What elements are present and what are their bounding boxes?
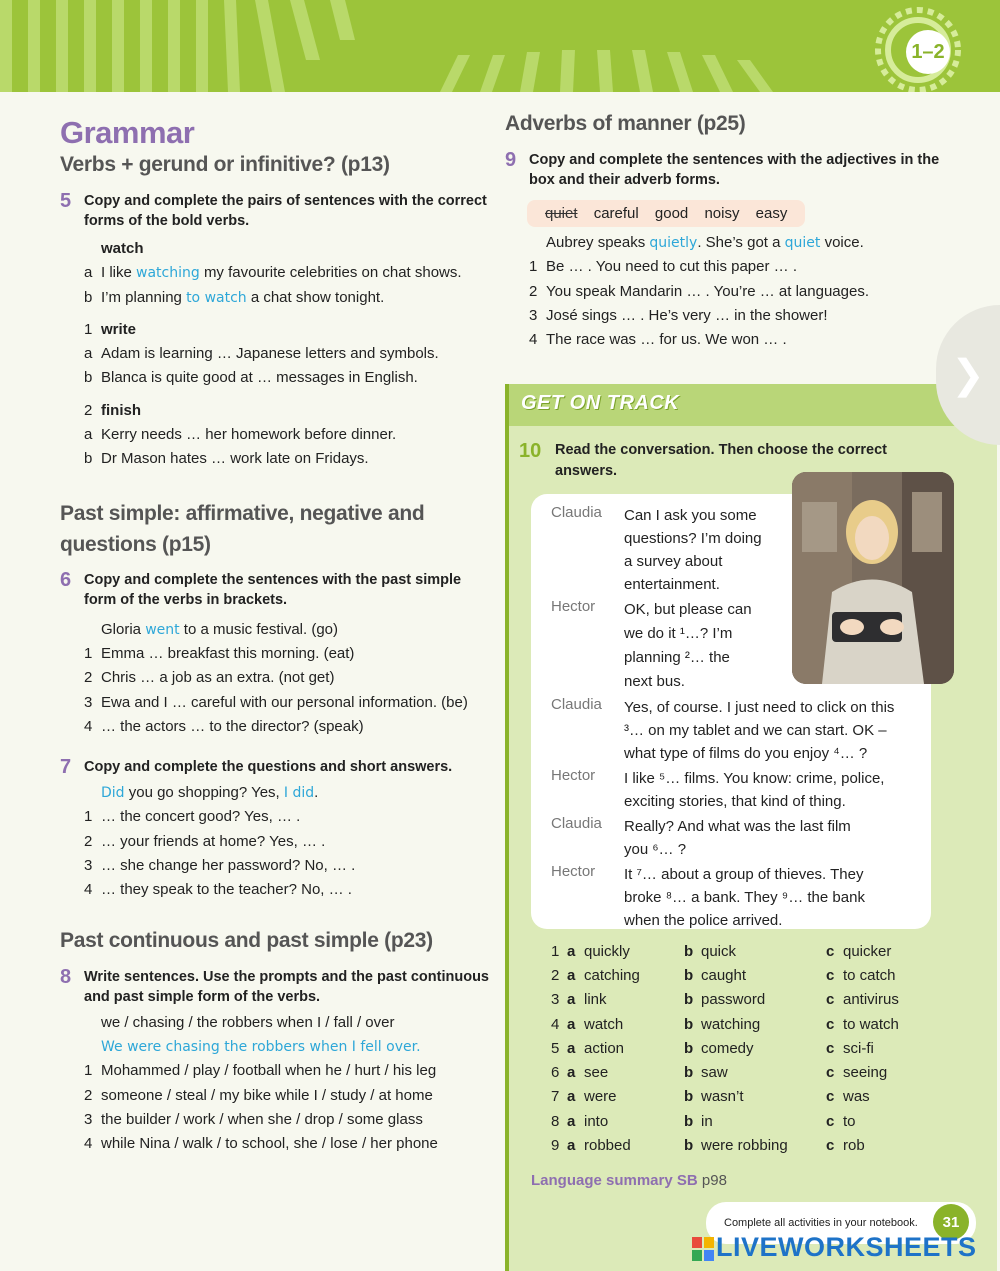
speaker-name: Claudia: [551, 696, 602, 713]
option-letter: c: [826, 1015, 835, 1033]
choice-row: [551, 988, 971, 1012]
speaker-name: Hector: [551, 598, 596, 615]
option-letter: a: [567, 991, 576, 1009]
model-answer: quiet: [784, 235, 821, 251]
option-a[interactable]: were: [584, 1088, 617, 1106]
example-line: Did you go shopping? Yes, I did.: [101, 784, 319, 802]
list-item: 4 while Nina / walk / to school, she / lose / her phone: [84, 1135, 438, 1153]
option-letter: b: [684, 1039, 694, 1057]
option-c[interactable]: to watch: [843, 1015, 899, 1033]
list-item: b Blanca is quite good at … messages in English.: [84, 369, 418, 387]
option-letter: b: [684, 1137, 694, 1155]
list-item: a Kerry needs … her homework before dinner.: [84, 426, 397, 444]
model-answer: to watch: [186, 289, 247, 306]
page-number: 31: [933, 1204, 969, 1240]
choice-row: [551, 963, 971, 987]
option-letter: c: [826, 1088, 835, 1106]
option-letter: b: [684, 1112, 694, 1130]
prompt-line: we / chasing / the robbers when I / fall / over: [101, 1013, 395, 1031]
list-item: 1 Emma … breakfast this morning. (eat): [84, 644, 355, 662]
option-letter: a: [567, 1039, 576, 1057]
exercise-number: 7: [60, 756, 72, 779]
choice-number: 3: [551, 991, 560, 1009]
utterance: I like ⁵… films. You know: crime, police, exciting stories, that kind of thing.: [624, 770, 885, 810]
list-item: a I like watching my favourite celebrities on chat shows.: [84, 264, 462, 282]
choice-row: [551, 939, 971, 963]
option-b[interactable]: in: [701, 1112, 713, 1130]
word-box-item: easy: [755, 205, 788, 222]
choice-row: [551, 1133, 971, 1157]
option-letter: c: [826, 966, 835, 984]
exercise-instruction: Copy and complete the sentences with the past simple form of the verbs in brackets.: [84, 571, 462, 608]
option-letter: c: [826, 1137, 835, 1155]
list-item: 2 someone / steal / my bike while I / study / at home: [84, 1086, 433, 1104]
list-item: b Dr Mason hates … work late on Fridays.: [84, 450, 369, 468]
photo-girl-with-tablet: [792, 472, 954, 684]
choice-number: 6: [551, 1064, 560, 1082]
list-item: 4 The race was … for us. We won … .: [529, 331, 787, 349]
list-item: 1 Mohammed / play / football when he / hurt / his leg: [84, 1062, 437, 1080]
banner-stripes: [0, 0, 1000, 92]
option-letter: a: [567, 966, 576, 984]
option-letter: a: [567, 1015, 576, 1033]
example-line: Gloria went to a music festival. (go): [101, 620, 339, 638]
exercise-instruction: Write sentences. Use the prompts and the past continuous and past simple form of the verbs.: [84, 968, 489, 1005]
list-item: 3 Ewa and I … careful with our personal information. (be): [84, 693, 468, 711]
option-c[interactable]: seeing: [843, 1064, 888, 1082]
list-item: 2 … your friends at home? Yes, … .: [84, 832, 326, 850]
option-letter: c: [826, 991, 835, 1009]
model-answer: Did: [101, 785, 125, 802]
word-box: [527, 200, 805, 227]
option-b[interactable]: saw: [701, 1064, 728, 1082]
exercise-6-body: [60, 618, 490, 739]
option-letter: a: [567, 1088, 576, 1106]
speaker-name: Hector: [551, 863, 596, 880]
option-letter: a: [567, 1112, 576, 1130]
option-a[interactable]: watch: [584, 1015, 624, 1033]
exercise-number: 10: [519, 440, 542, 462]
exercise-7: [60, 757, 490, 777]
logo-icon: [692, 1237, 714, 1261]
header-banner: [0, 0, 1000, 92]
choice-number: 9: [551, 1137, 560, 1155]
bold-verb: watch: [101, 240, 144, 257]
option-a[interactable]: robbed: [584, 1137, 631, 1155]
section-heading-gerund: Verbs + gerund or infinitive? (p13): [60, 153, 390, 176]
option-b[interactable]: caught: [701, 966, 747, 984]
exercise-8: [60, 967, 490, 1007]
exercise-instruction: Copy and complete the pairs of sentences with the correct forms of the bold verbs.: [84, 193, 487, 229]
choice-number: 1: [551, 942, 560, 960]
multiple-choice-answers: [551, 939, 971, 1158]
unit-badge: 1–2: [906, 30, 950, 74]
choice-row: [551, 1012, 971, 1036]
exercise-instruction: Copy and complete the questions and short answers.: [84, 759, 453, 776]
option-letter: c: [826, 1039, 835, 1057]
exercise-6: [60, 570, 490, 610]
conversation-turn: [551, 696, 921, 765]
option-a[interactable]: see: [584, 1064, 609, 1082]
choice-number: 8: [551, 1112, 560, 1130]
word-box-item: good: [654, 205, 689, 222]
model-answer: went: [145, 621, 180, 638]
language-summary-ref: Language summary SB p98: [531, 1172, 727, 1189]
choice-number: 4: [551, 1015, 560, 1033]
liveworksheets-logo: [692, 1232, 977, 1263]
brand-text: LIVEWORKSHEETS: [716, 1232, 977, 1262]
exercise-9-body: [505, 231, 945, 352]
model-answer: We were chasing the robbers when I fell over.: [101, 1038, 421, 1055]
exercise-9: [505, 150, 945, 190]
exercise-5: [60, 191, 490, 231]
list-item: 2 You speak Mandarin … . You’re … at languages.: [529, 282, 869, 300]
utterance: OK, but please can we do it ¹…? I’m planning ²… the next bus.: [624, 601, 752, 690]
exercise-number: 6: [60, 568, 72, 591]
list-item: a Adam is learning … Japanese letters and symbols.: [84, 345, 439, 363]
option-c[interactable]: antivirus: [843, 991, 899, 1009]
list-item: 4 … they speak to the teacher? No, … .: [84, 881, 352, 899]
list-item: 3 … she change her password? No, … .: [84, 857, 356, 875]
option-c[interactable]: to catch: [843, 966, 896, 984]
example-line: Aubrey speaks quietly. She’s got a quiet voice.: [546, 234, 864, 251]
option-letter: a: [567, 942, 576, 960]
option-c[interactable]: quicker: [843, 942, 892, 960]
word-box-item: careful: [593, 205, 639, 222]
word-box-item: noisy: [704, 205, 740, 222]
option-a[interactable]: into: [584, 1112, 609, 1130]
exercise-instruction: Copy and complete the sentences with the adjectives in the box and their adverb forms.: [529, 152, 940, 188]
option-letter: a: [567, 1064, 576, 1082]
option-c[interactable]: sci-fi: [843, 1039, 874, 1057]
get-on-track-panel: [505, 384, 997, 1271]
option-c[interactable]: was: [843, 1088, 870, 1106]
option-b[interactable]: wasn’t: [701, 1088, 744, 1106]
model-answer: I did: [283, 785, 315, 802]
option-a[interactable]: catching: [584, 966, 640, 984]
photo-illustration: [792, 472, 954, 684]
section-heading-past-continuous: Past continuous and past simple (p23): [60, 928, 433, 952]
option-letter: b: [684, 991, 694, 1009]
choice-number: 7: [551, 1088, 560, 1106]
exercise-number: 9: [505, 149, 517, 171]
option-c[interactable]: to: [843, 1112, 856, 1130]
section-heading-past-simple: Past simple: affirmative, negative and questions (p15): [60, 501, 425, 556]
exercise-8-body: [60, 1011, 490, 1157]
conversation-turn: [551, 767, 921, 813]
right-column: [505, 112, 945, 352]
exercise-7-body: [60, 781, 490, 902]
option-b[interactable]: watching: [701, 1015, 761, 1033]
list-item: 3 José sings … . He’s very … in the shower!: [529, 306, 828, 324]
option-letter: b: [684, 1088, 694, 1106]
option-a[interactable]: action: [584, 1039, 625, 1057]
option-letter: c: [826, 1112, 835, 1130]
option-letter: b: [684, 942, 694, 960]
list-item: 1 Be … . You need to cut this paper … .: [529, 258, 797, 276]
conversation-turn: [551, 815, 921, 861]
option-letter: c: [826, 1064, 835, 1082]
notebook-note: Complete all activities in your notebook.: [706, 1202, 976, 1244]
option-c[interactable]: rob: [843, 1137, 865, 1155]
choice-row: [551, 1036, 971, 1060]
option-letter: c: [826, 942, 835, 960]
list-item: 2 finish: [84, 401, 141, 419]
choice-row: [551, 1060, 971, 1084]
utterance: Can I ask you some questions? I’m doing a survey about entertainment.: [624, 507, 762, 593]
model-answer: quietly: [649, 235, 698, 251]
choice-number: 5: [551, 1039, 560, 1057]
speaker-name: Hector: [551, 767, 596, 784]
choice-row: [551, 1109, 971, 1133]
left-column: [60, 115, 490, 1156]
choice-row: [551, 1085, 971, 1109]
track-title: GET ON TRACK: [521, 392, 680, 414]
option-a[interactable]: link: [584, 991, 607, 1009]
list-item: 1 … the concert good? Yes, … .: [84, 808, 301, 826]
option-a[interactable]: quickly: [584, 942, 630, 960]
option-letter: b: [684, 1015, 694, 1033]
list-item: b I’m planning to watch a chat show tonight.: [84, 288, 385, 306]
word-box-item: quiet: [545, 205, 578, 222]
choice-rows: [551, 939, 971, 1158]
utterance: Really? And what was the last film you ⁶… ?: [624, 818, 851, 858]
page-title: Grammar: [60, 115, 195, 150]
exercise-5-body: [60, 237, 490, 472]
list-item: 4 … the actors … to the director? (speak): [84, 717, 364, 735]
exercise-instruction: Read the conversation. Then choose the correct answers.: [555, 442, 887, 479]
conversation-turn: [551, 863, 921, 932]
option-b[interactable]: comedy: [701, 1039, 754, 1057]
model-answer: watching: [136, 265, 200, 282]
option-b[interactable]: password: [701, 991, 766, 1009]
list-item: 2 Chris … a job as an extra. (not get): [84, 669, 335, 687]
option-b[interactable]: were robbing: [701, 1137, 788, 1155]
list-item: 3 the builder / work / when she / drop / some glass: [84, 1110, 423, 1128]
speaker-name: Claudia: [551, 815, 602, 832]
exercise-number: 8: [60, 965, 72, 988]
option-b[interactable]: quick: [701, 942, 737, 960]
exercise-number: 5: [60, 190, 72, 212]
section-heading-adverbs: Adverbs of manner (p25): [505, 112, 746, 135]
option-letter: b: [684, 1064, 694, 1082]
next-page-arrow[interactable]: ❯: [936, 305, 1000, 445]
list-item: 1 write: [84, 320, 137, 338]
utterance: Yes, of course. I just need to click on this ³… on my tablet and we can start. OK – what type of films do you enjoy ⁴… ?: [624, 699, 895, 762]
speaker-name: Claudia: [551, 504, 602, 521]
option-letter: b: [684, 966, 694, 984]
option-letter: a: [567, 1137, 576, 1155]
utterance: It ⁷… about a group of thieves. They broke ⁸… a bank. They ⁹… the bank when the police arrived.: [624, 866, 865, 929]
choice-number: 2: [551, 966, 560, 984]
